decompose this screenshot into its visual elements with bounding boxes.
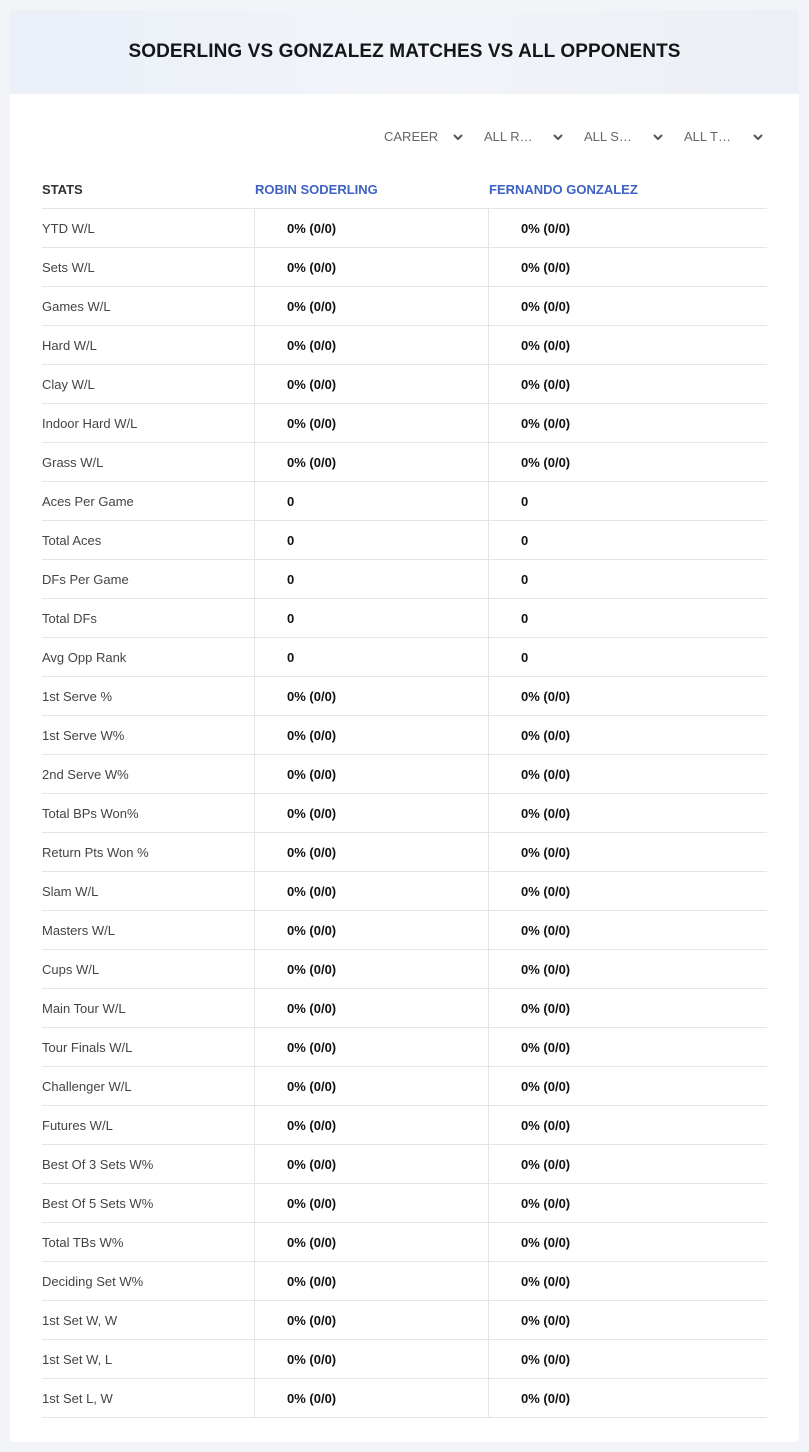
stat-label: Grass W/L (42, 454, 104, 470)
player1-value: 0% (0/0) (254, 1028, 488, 1066)
stat-label: Avg Opp Rank (42, 649, 127, 665)
table-row (42, 1261, 767, 1300)
stat-label: Best Of 3 Sets W% (42, 1156, 154, 1172)
stat-label: Hard W/L (42, 337, 97, 353)
player1-value: 0% (0/0) (254, 755, 488, 793)
stat-label: 1st Set L, W (42, 1390, 113, 1406)
player2-value: 0 (488, 560, 767, 598)
period-filter-dropdown[interactable] (382, 128, 482, 146)
player2-value: 0% (0/0) (488, 248, 767, 286)
table-body (42, 208, 767, 1418)
chevron-down-icon (452, 131, 464, 143)
table-row (42, 988, 767, 1027)
stat-label: Total TBs W% (42, 1234, 124, 1250)
player1-value: 0 (254, 482, 488, 520)
stat-label: 1st Serve W% (42, 727, 125, 743)
player2-link[interactable]: FERNANDO GONZALEZ (489, 181, 638, 197)
table-row (42, 442, 767, 481)
player2-value: 0% (0/0) (488, 989, 767, 1027)
stat-label: YTD W/L (42, 220, 95, 236)
player1-value: 0% (0/0) (254, 1184, 488, 1222)
table-row (42, 559, 767, 598)
table-row (42, 676, 767, 715)
stat-label: Tour Finals W/L (42, 1039, 133, 1055)
player1-value: 0% (0/0) (254, 911, 488, 949)
player2-value: 0% (0/0) (488, 1301, 767, 1339)
stat-label: Games W/L (42, 298, 111, 314)
chevron-down-icon (552, 131, 564, 143)
player1-value: 0% (0/0) (254, 404, 488, 442)
player1-value: 0% (0/0) (254, 287, 488, 325)
player2-value: 0% (0/0) (488, 404, 767, 442)
table-row (42, 754, 767, 793)
player1-value: 0% (0/0) (254, 1223, 488, 1261)
player1-value: 0% (0/0) (254, 677, 488, 715)
player2-value: 0% (0/0) (488, 1028, 767, 1066)
player2-value: 0 (488, 521, 767, 559)
player1-value: 0% (0/0) (254, 1301, 488, 1339)
stat-label: Return Pts Won % (42, 844, 149, 860)
player2-value: 0 (488, 599, 767, 637)
stat-label: Masters W/L (42, 922, 115, 938)
player2-value: 0% (0/0) (488, 1184, 767, 1222)
table-row (42, 1066, 767, 1105)
player1-value: 0% (0/0) (254, 1106, 488, 1144)
tournament-filter-dropdown[interactable] (682, 128, 782, 146)
player2-value: 0% (0/0) (488, 326, 767, 364)
player2-value: 0% (0/0) (488, 1340, 767, 1378)
player2-value: 0% (0/0) (488, 1145, 767, 1183)
player1-value: 0% (0/0) (254, 1340, 488, 1378)
player2-value: 0% (0/0) (488, 911, 767, 949)
table-row (42, 598, 767, 637)
table-row (42, 1183, 767, 1222)
player2-value: 0% (0/0) (488, 1379, 767, 1417)
table-row (42, 793, 767, 832)
stat-label: 1st Serve % (42, 688, 113, 704)
table-row (42, 403, 767, 442)
table-row (42, 364, 767, 403)
player2-value: 0% (0/0) (488, 716, 767, 754)
stat-label: DFs Per Game (42, 571, 129, 587)
table-row (42, 520, 767, 559)
player1-value: 0% (0/0) (254, 1145, 488, 1183)
player2-value: 0% (0/0) (488, 872, 767, 910)
table-row (42, 481, 767, 520)
player2-value: 0% (0/0) (488, 1067, 767, 1105)
stat-label: Indoor Hard W/L (42, 415, 138, 431)
table-row (42, 1105, 767, 1144)
player2-value: 0% (0/0) (488, 287, 767, 325)
player1-value: 0% (0/0) (254, 950, 488, 988)
player1-value: 0% (0/0) (254, 833, 488, 871)
player2-value: 0% (0/0) (488, 950, 767, 988)
player2-value: 0% (0/0) (488, 677, 767, 715)
table-row (42, 1027, 767, 1066)
player2-value: 0% (0/0) (488, 365, 767, 403)
player1-value: 0% (0/0) (254, 365, 488, 403)
player1-value: 0% (0/0) (254, 716, 488, 754)
table-row (42, 1300, 767, 1339)
period-filter-label: CAREER (384, 129, 439, 144)
table-row (42, 910, 767, 949)
surface-filter-dropdown[interactable] (582, 128, 682, 146)
player1-value: 0% (0/0) (254, 1262, 488, 1300)
stat-label: Sets W/L (42, 259, 95, 275)
stats-card (10, 10, 799, 1442)
stats-column-header: STATS (42, 181, 83, 197)
player1-link[interactable]: ROBIN SODERLING (255, 181, 378, 197)
filter-bar (382, 128, 782, 146)
table-row (42, 1144, 767, 1183)
tournament-filter-label: ALL T… (684, 129, 731, 144)
stat-label: Deciding Set W% (42, 1273, 144, 1289)
page-header (10, 10, 799, 94)
table-row (42, 247, 767, 286)
player1-value: 0 (254, 521, 488, 559)
player2-value: 0% (0/0) (488, 755, 767, 793)
player2-value: 0% (0/0) (488, 209, 767, 247)
table-row (42, 715, 767, 754)
player1-value: 0% (0/0) (254, 989, 488, 1027)
player1-value: 0 (254, 638, 488, 676)
stat-label: 2nd Serve W% (42, 766, 129, 782)
chevron-down-icon (752, 131, 764, 143)
stat-label: Cups W/L (42, 961, 100, 977)
table-header (42, 170, 767, 208)
stat-label: Main Tour W/L (42, 1000, 126, 1016)
player2-value: 0% (0/0) (488, 1223, 767, 1261)
stat-label: Total BPs Won% (42, 805, 139, 821)
table-row (42, 1378, 767, 1418)
player1-value: 0% (0/0) (254, 1067, 488, 1105)
player2-value: 0% (0/0) (488, 794, 767, 832)
player2-value: 0 (488, 638, 767, 676)
player1-value: 0% (0/0) (254, 209, 488, 247)
player2-value: 0% (0/0) (488, 1262, 767, 1300)
stat-label: 1st Set W, W (42, 1312, 118, 1328)
stat-label: Futures W/L (42, 1117, 113, 1133)
table-row (42, 949, 767, 988)
round-filter-dropdown[interactable] (482, 128, 582, 146)
table-row (42, 637, 767, 676)
stat-label: Clay W/L (42, 376, 95, 392)
stat-label: Challenger W/L (42, 1078, 132, 1094)
table-row (42, 208, 767, 247)
player1-value: 0 (254, 599, 488, 637)
surface-filter-label: ALL S… (584, 129, 632, 144)
player1-value: 0% (0/0) (254, 794, 488, 832)
player1-value: 0 (254, 560, 488, 598)
stat-label: Best Of 5 Sets W% (42, 1195, 154, 1211)
player1-value: 0% (0/0) (254, 443, 488, 481)
stat-label: Aces Per Game (42, 493, 134, 509)
round-filter-label: ALL R… (484, 129, 533, 144)
stats-table (42, 170, 767, 1418)
table-row (42, 871, 767, 910)
player1-value: 0% (0/0) (254, 326, 488, 364)
player2-value: 0% (0/0) (488, 833, 767, 871)
player2-value: 0% (0/0) (488, 1106, 767, 1144)
player1-value: 0% (0/0) (254, 872, 488, 910)
stat-label: Slam W/L (42, 883, 99, 899)
table-row (42, 1339, 767, 1378)
chevron-down-icon (652, 131, 664, 143)
table-row (42, 325, 767, 364)
player2-value: 0 (488, 482, 767, 520)
player1-value: 0% (0/0) (254, 248, 488, 286)
table-row (42, 1222, 767, 1261)
table-row (42, 832, 767, 871)
player2-value: 0% (0/0) (488, 443, 767, 481)
table-row (42, 286, 767, 325)
page-title: SODERLING VS GONZALEZ MATCHES VS ALL OPPONENTS (128, 41, 681, 62)
stat-label: 1st Set W, L (42, 1351, 113, 1367)
stat-label: Total DFs (42, 610, 97, 626)
player1-value: 0% (0/0) (254, 1379, 488, 1417)
stat-label: Total Aces (42, 532, 102, 548)
